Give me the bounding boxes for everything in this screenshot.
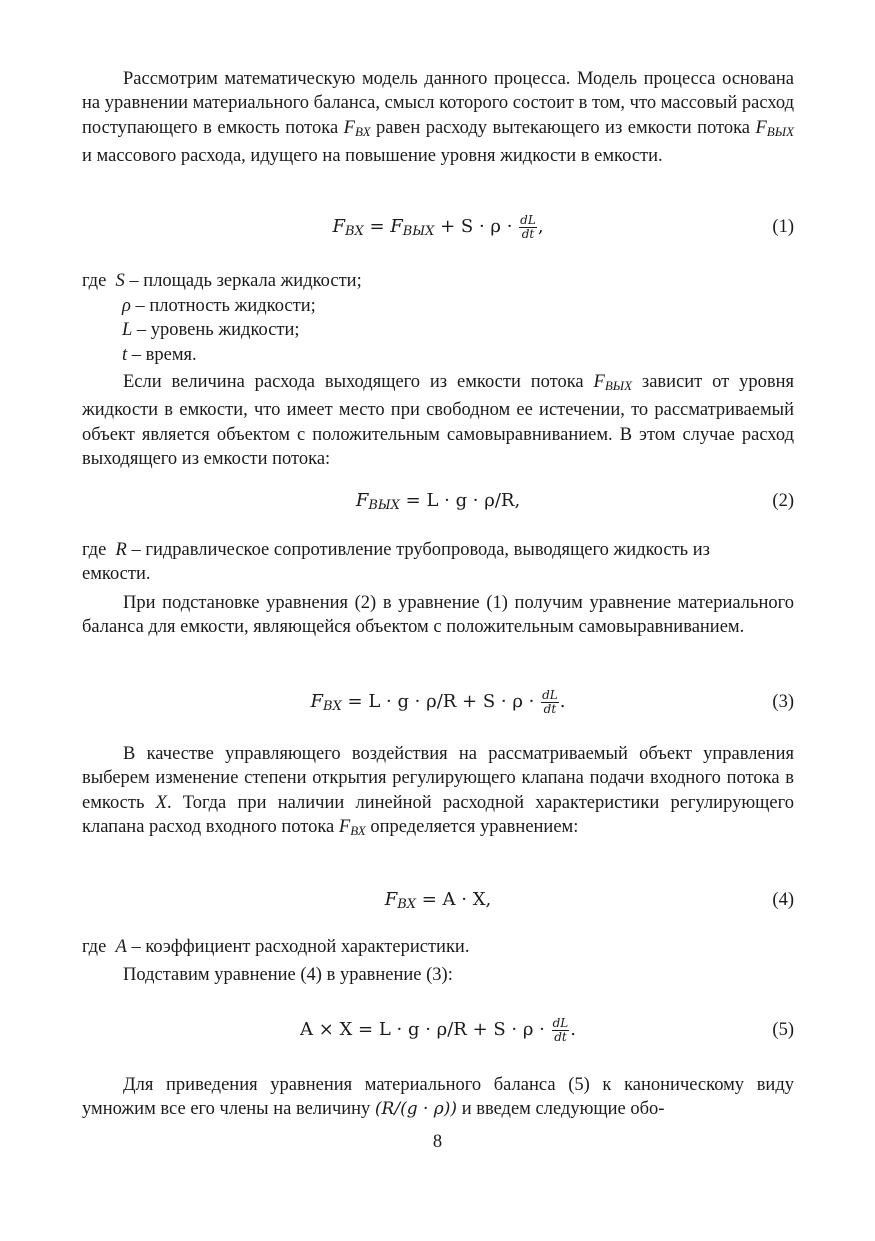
paragraph-substitution: При подстановке уравнения (2) в уравнение (1) получим уравнение материального баланса для емкости, являющейся объектом с положительным самовыравниванием.: [82, 593, 794, 638]
where-item-continuation: емкости.: [82, 564, 151, 584]
paragraph-intro: Рассмотрим математическую модель данного процесса. Модель процесса основана на уравнении материального баланса, смысл которого состоит в том, что массовый расход поступающего в емкость потока $F_{ВХ}$ равен расходу вытекающего из емкости потока $F_{ВЫХ}$ и массового расхода, идущего на повышение уровня жидкости в емкости.: [82, 69, 795, 167]
page-number: 8: [432, 1132, 443, 1152]
equation-number: (4): [772, 890, 794, 910]
fraction-dl-dt: $\frac{dL}{dt}$: [552, 1015, 569, 1044]
where-item: где A – коэффициент расходной характеристики.: [82, 937, 470, 957]
paragraph-substitute-4: Подставим уравнение (4) в уравнение (3):: [123, 965, 453, 985]
paragraph-self-regulation: Если величина расхода выходящего из емкости потока $F_{ВЫХ}$ зависит от уровня жидкости в емкости, что имеет место при свободном ее истечении, то рассматриваемый объект является объектом с положительным самовыравниванием. В этом случае расход выходящего из емкости потока:: [82, 372, 794, 470]
equation-1: $F_{ВХ} = F_{ВЫХ} + S \cdot \rho$ · $\frac{dL}{dt}$ , (1): [82, 209, 794, 249]
equation-number: (3): [772, 692, 794, 712]
where-item: где S – площадь зеркала жидкости;: [82, 271, 362, 291]
fraction-dl-dt: $\frac{dL}{dt}$: [520, 212, 536, 241]
where-item: t – время.: [122, 345, 197, 365]
equation-number: (5): [772, 1020, 794, 1040]
equation-4: $F_{ВХ} = A \cdot X$, (4): [82, 882, 794, 922]
equation-5: A × X = L · g · ρ/R + S · ρ · $\frac{dL}{dt}$ . (5): [82, 1012, 794, 1052]
equation-number: (2): [772, 491, 794, 511]
equation-2: $F_{ВЫХ} = L \cdot g \cdot \rho/R$, (2): [82, 483, 794, 523]
fraction-dl-dt: $\frac{dL}{dt}$: [542, 687, 558, 716]
where-item: L – уровень жидкости;: [122, 320, 300, 340]
equation-number: (1): [772, 217, 794, 237]
where-item: где R – гидравлическое сопротивление трубопровода, выводящего жидкость из: [82, 540, 710, 560]
paragraph-canonical: Для приведения уравнения материального баланса (5) к каноническому виду умножим все его члены на величину (R/(g · ρ)) и введем следующие обо-: [82, 1075, 794, 1120]
paragraph-control-input: В качестве управляющего воздействия на рассматриваемый объект управления выберем изменение степени открытия регулирующего клапана подачи входного потока в емкость X. Тогда при наличии линейной расходной характеристики регулирующего клапана расход входного потока $F_{ВХ}$ определяется уравнением:: [82, 744, 794, 839]
equation-3: $F_{ВХ} = L \cdot g \cdot \rho/R + S \cdot \rho$ · $\frac{dL}{dt}$ . (3): [82, 684, 794, 724]
where-item: ρ – плотность жидкости;: [122, 296, 316, 316]
